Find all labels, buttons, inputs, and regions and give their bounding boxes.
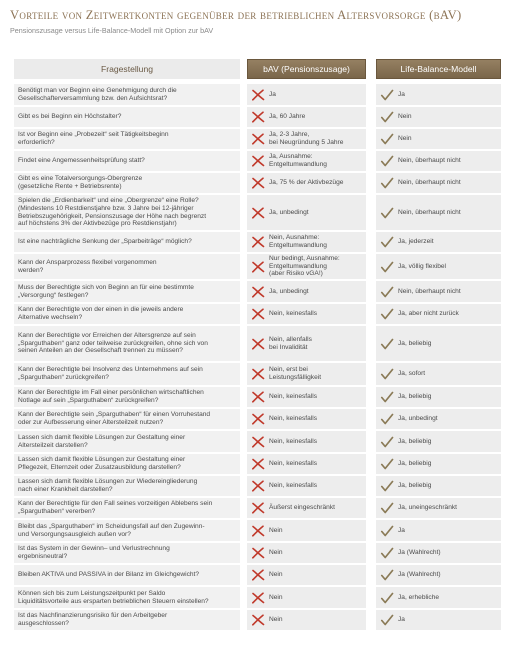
table-row — [0, 476, 515, 496]
question-text: Kann der Berechtigte von der einen in die jeweils andere Alternative wechseln? — [18, 306, 184, 321]
cross-icon — [247, 111, 269, 123]
bav-answer-text: Nein, keinesfalls — [269, 415, 318, 423]
question-cell — [14, 281, 240, 302]
cross-icon — [247, 286, 269, 298]
check-icon — [376, 207, 398, 219]
table-row — [0, 363, 515, 385]
column-header-bav: bAV (Pensionszusage) — [247, 59, 366, 79]
bav-answer-cell — [247, 409, 366, 429]
life-balance-answer-text: Nein, überhaupt nicht — [398, 287, 461, 295]
cross-icon — [247, 413, 269, 425]
bav-answer-cell — [247, 304, 366, 324]
life-balance-answer-cell — [376, 107, 501, 127]
life-balance-answer-text: Nein, überhaupt nicht — [398, 179, 461, 187]
cross-icon — [247, 525, 269, 537]
check-icon — [376, 525, 398, 537]
check-icon — [376, 413, 398, 425]
page-subtitle: Pensionszusage versus Life-Balance-Modell mit Option zur bAV — [10, 26, 214, 35]
cross-icon — [247, 368, 269, 380]
cross-icon — [247, 391, 269, 403]
bav-answer-cell — [247, 326, 366, 361]
question-text: Lassen sich damit flexible Lösungen zur Wiedereingliederung nach einer Krankheit darstellen? — [18, 478, 198, 493]
life-balance-answer-cell — [376, 84, 501, 105]
bav-answer-text: Nein, keinesfalls — [269, 437, 318, 445]
check-icon — [376, 391, 398, 403]
check-icon — [376, 261, 398, 273]
question-cell — [14, 326, 240, 361]
bav-answer-text: Nein, Ausnahme: Entgeltumwandlung — [269, 234, 327, 249]
cross-icon — [247, 177, 269, 189]
cross-icon — [247, 614, 269, 626]
table-row — [0, 409, 515, 429]
column-header-question: Fragestellung — [14, 59, 240, 79]
question-text: Lassen sich damit flexible Lösungen zur Gestaltung einer Altersteilzeit darstellen? — [18, 433, 186, 449]
question-cell — [14, 498, 240, 518]
question-cell — [14, 232, 240, 252]
life-balance-answer-cell — [376, 232, 501, 252]
life-balance-answer-cell — [376, 565, 501, 585]
table-row — [0, 498, 515, 518]
question-cell — [14, 254, 240, 279]
cross-icon — [247, 155, 269, 167]
bav-answer-cell — [247, 387, 366, 407]
question-text: Lassen sich damit flexible Lösungen zur Gestaltung einer Pflegezeit, Elternzeit oder Zusatzausbildung darstellen? — [18, 456, 186, 471]
question-text: Spielen die „Erdienbarkeit“ und eine „Obergrenze“ eine Rolle? (Mindestens 10 Restdienstjahre bzw. 3 Jahre bei 12-jähriger Betriebszugehörigkeit, Pensionszusage der Höhe nach begrenzt auf höchstens 3% der Aktivbezüge pro Restdienstjahr) — [18, 196, 207, 228]
cross-icon — [247, 502, 269, 514]
life-balance-answer-text: Ja (Wahlrecht) — [398, 571, 441, 579]
life-balance-answer-text: Nein — [398, 135, 412, 143]
table-row — [0, 431, 515, 452]
life-balance-answer-text: Ja, erhebliche — [398, 593, 440, 601]
question-text: Bleibt das „Sparguthaben“ im Scheidungsfall auf den Zugewinn- und Versorgungsausgleich außen vor? — [18, 522, 205, 538]
cross-icon — [247, 569, 269, 581]
bav-answer-cell — [247, 543, 366, 563]
bav-answer-text: Ja, Ausnahme: Entgeltumwandlung — [269, 153, 327, 168]
question-cell — [14, 84, 240, 105]
table-row — [0, 232, 515, 252]
check-icon — [376, 177, 398, 189]
bav-answer-cell — [247, 498, 366, 518]
check-icon — [376, 547, 398, 559]
life-balance-answer-text: Ja — [398, 616, 405, 624]
bav-answer-text: Ja, unbedingt — [269, 287, 309, 295]
life-balance-answer-text: Ja (Wahlrecht) — [398, 549, 441, 557]
question-cell — [14, 409, 240, 429]
bav-answer-text: Nein, keinesfalls — [269, 310, 318, 318]
check-icon — [376, 569, 398, 581]
life-balance-answer-text: Ja, beliebig — [398, 460, 432, 468]
cross-icon — [247, 547, 269, 559]
life-balance-answer-text: Ja, aber nicht zurück — [398, 310, 459, 318]
question-text: Ist das Nachfinanzierungsrisiko für den Arbeitgeber ausgeschlossen? — [18, 612, 168, 627]
cross-icon — [247, 89, 269, 101]
bav-answer-cell — [247, 431, 366, 452]
question-text: Findet eine Angemessenheitsprüfung statt? — [18, 157, 145, 165]
question-text: Gibt es eine Totalversorgungs-Obergrenze (gesetzliche Rente + Betriebsrente) — [18, 175, 143, 190]
bav-answer-cell — [247, 610, 366, 630]
question-text: Kann der Berechtigte sein „Sparguthaben“ für einen Vorruhestand oder zur Aufbesserung einer Altersteilzeit nutzen? — [18, 411, 211, 426]
life-balance-answer-text: Ja, völlig flexibel — [398, 262, 447, 270]
bav-answer-cell — [247, 476, 366, 496]
question-cell — [14, 304, 240, 324]
check-icon — [376, 89, 398, 101]
question-text: Kann der Berechtigte für den Fall seines vorzeitigen Ablebens sein „Sparguthaben“ vererben? — [18, 500, 213, 515]
table-row — [0, 387, 515, 407]
life-balance-answer-cell — [376, 387, 501, 407]
question-cell — [14, 454, 240, 474]
bav-answer-cell — [247, 587, 366, 608]
life-balance-answer-cell — [376, 326, 501, 361]
cross-icon — [247, 207, 269, 219]
bav-answer-text: Nein — [269, 571, 283, 579]
bav-answer-cell — [247, 84, 366, 105]
cross-icon — [247, 261, 269, 273]
question-text: Können sich bis zum Leistungszeitpunkt per Saldo Liquiditätsvorteile aus ersparten betrieblichen Steuern einstellen? — [18, 589, 209, 605]
question-text: Bleiben AKTIVA und PASSIVA in der Bilanz im Gleichgewicht? — [18, 571, 200, 579]
question-text: Benötigt man vor Beginn eine Genehmigung durch die Gesellschafterversammlung bzw. den Aufsichtsrat? — [18, 86, 177, 102]
check-icon — [376, 368, 398, 380]
page-title: Vorteile von Zeitwertkonten gegenüber der betrieblichen Altersvorsorge (bAV) — [10, 8, 462, 22]
question-cell — [14, 363, 240, 385]
bav-answer-cell — [247, 107, 366, 127]
check-icon — [376, 480, 398, 492]
bav-answer-text: Nein, allenfalls bei Invalidität — [269, 335, 312, 351]
table-row — [0, 587, 515, 608]
question-cell — [14, 129, 240, 149]
question-cell — [14, 520, 240, 541]
life-balance-answer-text: Ja, uneingeschränkt — [398, 504, 458, 512]
bav-answer-cell — [247, 195, 366, 230]
check-icon — [376, 458, 398, 470]
life-balance-answer-cell — [376, 454, 501, 474]
question-text: Ist das System in der Gewinn– und Verlustrechnung ergebnisneutral? — [18, 545, 170, 560]
bav-answer-text: Nein, keinesfalls — [269, 482, 318, 490]
table-row — [0, 543, 515, 563]
question-text: Kann der Berechtigte im Fall einer persönlichen wirtschaftlichen Notlage auf sein „Sparguthaben“ zurückgreifen? — [18, 389, 204, 404]
life-balance-answer-cell — [376, 431, 501, 452]
life-balance-answer-text: Ja — [398, 90, 405, 98]
life-balance-answer-cell — [376, 476, 501, 496]
life-balance-answer-cell — [376, 363, 501, 385]
bav-answer-text: Ja, 60 Jahre — [269, 113, 306, 121]
table-row — [0, 454, 515, 474]
table-row — [0, 281, 515, 302]
life-balance-answer-text: Nein — [398, 113, 412, 121]
check-icon — [376, 614, 398, 626]
bav-answer-cell — [247, 565, 366, 585]
question-cell — [14, 151, 240, 171]
life-balance-answer-cell — [376, 498, 501, 518]
bav-answer-text: Ja, 2-3 Jahre, bei Neugründung 5 Jahre — [269, 131, 344, 146]
life-balance-answer-text: Ja — [398, 526, 405, 534]
table-row — [0, 173, 515, 193]
bav-answer-text: Nein — [269, 616, 283, 624]
bav-answer-cell — [247, 151, 366, 171]
life-balance-answer-cell — [376, 281, 501, 302]
bav-answer-cell — [247, 281, 366, 302]
life-balance-answer-cell — [376, 151, 501, 171]
table-row — [0, 326, 515, 361]
life-balance-answer-cell — [376, 254, 501, 279]
table-row — [0, 520, 515, 541]
bav-answer-text: Nur bedingt, Ausnahme: Entgeltumwandlung (aber Risiko vGA!) — [269, 254, 340, 278]
life-balance-answer-text: Ja, beliebig — [398, 339, 432, 347]
life-balance-answer-cell — [376, 409, 501, 429]
life-balance-answer-text: Ja, beliebig — [398, 437, 432, 445]
question-cell — [14, 173, 240, 193]
cross-icon — [247, 338, 269, 350]
question-text: Muss der Berechtigte sich von Beginn an für eine bestimmte „Versorgung“ festlegen? — [18, 283, 194, 299]
check-icon — [376, 436, 398, 448]
cross-icon — [247, 436, 269, 448]
question-cell — [14, 107, 240, 127]
question-cell — [14, 431, 240, 452]
question-cell — [14, 587, 240, 608]
life-balance-answer-text: Ja, beliebig — [398, 482, 432, 490]
question-cell — [14, 387, 240, 407]
life-balance-answer-cell — [376, 587, 501, 608]
life-balance-answer-cell — [376, 304, 501, 324]
check-icon — [376, 502, 398, 514]
column-header-life-balance: Life-Balance-Modell — [376, 59, 501, 79]
cross-icon — [247, 458, 269, 470]
bav-answer-cell — [247, 232, 366, 252]
bav-answer-text: Ja, 75 % der Aktivbezüge — [269, 179, 344, 187]
life-balance-answer-cell — [376, 195, 501, 230]
bav-answer-text: Ja, unbedingt — [269, 208, 309, 216]
question-cell — [14, 565, 240, 585]
cross-icon — [247, 236, 269, 248]
bav-answer-text: Nein — [269, 593, 283, 601]
bav-answer-text: Nein, erst bei Leistungsfälligkeit — [269, 366, 322, 381]
table-row — [0, 304, 515, 324]
question-text: Ist vor Beginn eine „Probezeit“ seit Tätigkeitsbeginn erforderlich? — [18, 131, 169, 146]
table-row — [0, 129, 515, 149]
life-balance-answer-text: Ja, jederzeit — [398, 238, 434, 246]
cross-icon — [247, 308, 269, 320]
bav-answer-cell — [247, 520, 366, 541]
bav-answer-text: Nein — [269, 549, 283, 557]
life-balance-answer-text: Nein, überhaupt nicht — [398, 208, 461, 216]
table-row — [0, 195, 515, 230]
check-icon — [376, 338, 398, 350]
life-balance-answer-text: Ja, unbedingt — [398, 415, 438, 423]
check-icon — [376, 111, 398, 123]
bav-answer-text: Äußerst eingeschränkt — [269, 504, 335, 512]
bav-answer-cell — [247, 363, 366, 385]
table-row — [0, 151, 515, 171]
life-balance-answer-cell — [376, 520, 501, 541]
table-row — [0, 107, 515, 127]
question-text: Kann der Berechtigte bei Insolvenz des Unternehmens auf sein „Sparguthaben“ zurückgreifen? — [18, 366, 203, 381]
table-row — [0, 254, 515, 279]
cross-icon — [247, 133, 269, 145]
question-text: Kann der Berechtigte vor Erreichen der Altersgrenze auf sein „Sparguthaben“ ganz oder teilweise zurückgreifen, ohne sich von seinen Anteilen an der Gesellschaft trennen zu müssen? — [18, 331, 208, 355]
table-row — [0, 610, 515, 630]
life-balance-answer-cell — [376, 543, 501, 563]
table-row — [0, 565, 515, 585]
bav-answer-text: Nein, keinesfalls — [269, 393, 318, 401]
question-cell — [14, 610, 240, 630]
bav-answer-text: Nein — [269, 526, 283, 534]
check-icon — [376, 308, 398, 320]
check-icon — [376, 236, 398, 248]
question-cell — [14, 543, 240, 563]
question-text: Ist eine nachträgliche Senkung der „Sparbeiträge“ möglich? — [18, 238, 192, 246]
question-cell — [14, 476, 240, 496]
table-row — [0, 84, 515, 105]
bav-answer-cell — [247, 129, 366, 149]
question-cell — [14, 195, 240, 230]
check-icon — [376, 286, 398, 298]
bav-answer-cell — [247, 454, 366, 474]
life-balance-answer-text: Ja, sofort — [398, 370, 426, 378]
check-icon — [376, 592, 398, 604]
bav-answer-text: Nein, keinesfalls — [269, 460, 318, 468]
question-text: Gibt es bei Beginn ein Höchstalter? — [18, 113, 122, 121]
life-balance-answer-cell — [376, 610, 501, 630]
check-icon — [376, 133, 398, 145]
bav-answer-text: Ja — [269, 90, 276, 98]
bav-answer-cell — [247, 254, 366, 279]
life-balance-answer-text: Nein, überhaupt nicht — [398, 157, 461, 165]
bav-answer-cell — [247, 173, 366, 193]
life-balance-answer-cell — [376, 173, 501, 193]
cross-icon — [247, 480, 269, 492]
life-balance-answer-text: Ja, beliebig — [398, 393, 432, 401]
life-balance-answer-cell — [376, 129, 501, 149]
check-icon — [376, 155, 398, 167]
cross-icon — [247, 592, 269, 604]
question-text: Kann der Ansparprozess flexibel vorgenommen werden? — [18, 258, 157, 274]
